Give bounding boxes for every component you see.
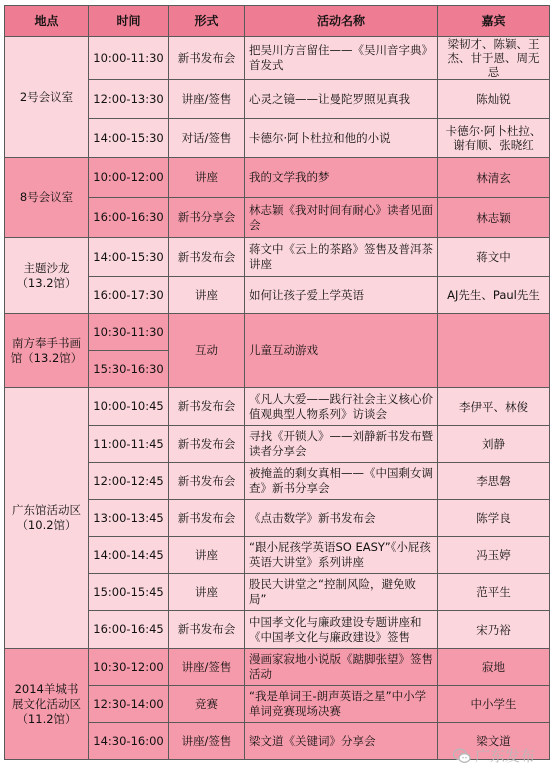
time-cell: 12:00-13:30 (89, 80, 169, 119)
header-activity: 活动名称 (245, 6, 438, 37)
activity-cell: 儿童互动游戏 (245, 314, 438, 388)
location-cell: 主题沙龙（13.2馆） (5, 238, 89, 314)
location-cell: 8号会议室 (5, 158, 89, 238)
watermark-text: 广东发布 (474, 747, 535, 765)
time-cell: 16:00-16:45 (89, 611, 169, 649)
time-cell: 12:30-14:00 (89, 686, 169, 723)
time-cell: 14:00-15:30 (89, 119, 169, 158)
format-cell: 讲座 (169, 574, 245, 611)
wechat-icon (453, 748, 471, 764)
guest-cell: 林志颖 (438, 198, 550, 238)
format-cell: 讲座 (169, 277, 245, 314)
time-cell: 16:00-17:30 (89, 277, 169, 314)
table-row (5, 37, 550, 80)
activity-cell: 股民大讲堂之“控制风险，避免败局” (245, 574, 438, 611)
format-cell: 讲座/签售 (169, 649, 245, 686)
activity-cell: 中国孝文化与廉政建设专题讲座和《中国孝文化与廉政建设》签售 (245, 611, 438, 649)
format-cell: 互动 (169, 314, 245, 388)
format-cell: 讲座/签售 (169, 723, 245, 760)
activity-cell: 我的文学我的梦 (245, 158, 438, 198)
activity-cell: “跟小屁孩学英语SO EASY”《小屁孩英语大讲堂》系列讲座 (245, 537, 438, 574)
location-cell: 广东馆活动区（10.2馆） (5, 388, 89, 649)
format-cell: 新书分享会 (169, 198, 245, 238)
activity-cell: 把吴川方言留住——《吴川音字典》首发式 (245, 37, 438, 80)
activity-cell: 漫画家寂地小说版《踮脚张望》签售活动 (245, 649, 438, 686)
time-cell: 11:00-11:45 (89, 426, 169, 463)
guest-cell: 梁文道 (438, 723, 550, 760)
table-row (5, 158, 550, 198)
table-row (5, 649, 550, 686)
time-cell: 14:00-15:30 (89, 238, 169, 277)
activity-cell: 梁文道《关键词》分享会 (245, 723, 438, 760)
time-cell: 10:00-12:00 (89, 158, 169, 198)
time-cell: 14:30-16:00 (89, 723, 169, 760)
activity-cell: 《凡人大爱——践行社会主义核心价值观典型人物系列》访谈会 (245, 388, 438, 426)
activity-cell: 卡德尔·阿卜杜拉和他的小说 (245, 119, 438, 158)
format-cell: 讲座 (169, 158, 245, 198)
time-cell: 15:30-16:30 (89, 351, 169, 388)
format-cell: 新书发布会 (169, 388, 245, 426)
format-cell: 新书发布会 (169, 426, 245, 463)
guest-cell: 冯玉婷 (438, 537, 550, 574)
header-guest: 嘉宾 (438, 6, 550, 37)
guest-cell: 范平生 (438, 574, 550, 611)
table-header-row (5, 6, 550, 37)
guest-cell: 梁韧才、陈颖、王杰、甘于恩、周无忌 (438, 37, 550, 80)
activity-cell: 林志颖《我对时间有耐心》读者见面会 (245, 198, 438, 238)
time-cell: 16:00-16:30 (89, 198, 169, 238)
header-format: 形式 (169, 6, 245, 37)
guest-cell (438, 314, 550, 388)
location-cell: 2号会议室 (5, 37, 89, 158)
time-cell: 12:00-12:45 (89, 463, 169, 500)
guest-cell: 李伊平、林俊 (438, 388, 550, 426)
location-cell: 南方奉手书画馆（13.2馆） (5, 314, 89, 388)
activity-cell: “我是单词王-朗声英语之星”中小学单词竞赛现场决赛 (245, 686, 438, 723)
location-cell: 2014羊城书展文化活动区（11.2馆） (5, 649, 89, 760)
guest-cell: 林清玄 (438, 158, 550, 198)
activity-cell: 如何让孩子爱上学英语 (245, 277, 438, 314)
guest-cell: 寂地 (438, 649, 550, 686)
guest-cell: 宋乃裕 (438, 611, 550, 649)
guest-cell: 刘静 (438, 426, 550, 463)
guest-cell: 陈灿锐 (438, 80, 550, 119)
format-cell: 新书发布会 (169, 500, 245, 537)
format-cell: 新书发布会 (169, 238, 245, 277)
guest-cell: 蒋文中 (438, 238, 550, 277)
time-cell: 13:00-13:45 (89, 500, 169, 537)
activity-cell: 寻找《开锁人》——刘静新书发布暨读者分享会 (245, 426, 438, 463)
guest-cell: 陈学良 (438, 500, 550, 537)
time-cell: 10:30-11:30 (89, 314, 169, 351)
guest-cell: 中小学生 (438, 686, 550, 723)
watermark (453, 745, 535, 766)
table-row (5, 238, 550, 277)
time-cell: 10:30-12:00 (89, 649, 169, 686)
format-cell: 讲座/签售 (169, 80, 245, 119)
time-cell: 15:00-15:45 (89, 574, 169, 611)
format-cell: 对话/签售 (169, 119, 245, 158)
activity-cell: 被掩盖的剩女真相——《中国剩女调查》新书分享会 (245, 463, 438, 500)
header-location: 地点 (5, 6, 89, 37)
activity-cell: 蒋文中《云上的茶路》签售及普洱茶讲座 (245, 238, 438, 277)
table-row (5, 388, 550, 426)
format-cell: 新书发布会 (169, 37, 245, 80)
event-schedule-table (4, 5, 550, 760)
format-cell: 新书发布会 (169, 463, 245, 500)
format-cell: 讲座 (169, 537, 245, 574)
time-cell: 10:00-10:45 (89, 388, 169, 426)
time-cell: 14:00-14:45 (89, 537, 169, 574)
table-row (5, 314, 550, 351)
guest-cell: AJ先生、Paul先生 (438, 277, 550, 314)
guest-cell: 卡德尔·阿卜杜拉、谢有顺、张晓红 (438, 119, 550, 158)
header-time: 时间 (89, 6, 169, 37)
activity-cell: 心灵之镜——让曼陀罗照见真我 (245, 80, 438, 119)
format-cell: 竞赛 (169, 686, 245, 723)
time-cell: 10:00-11:30 (89, 37, 169, 80)
activity-cell: 《点击数学》新书发布会 (245, 500, 438, 537)
format-cell: 新书发布会 (169, 611, 245, 649)
guest-cell: 李思磐 (438, 463, 550, 500)
